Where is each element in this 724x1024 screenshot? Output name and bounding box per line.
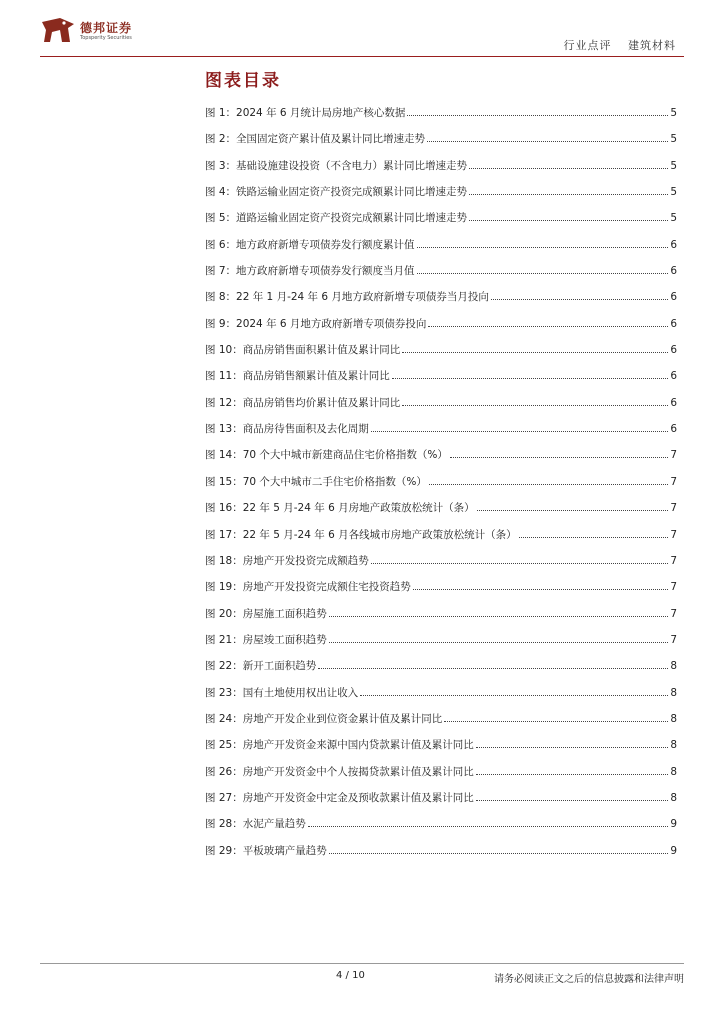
toc-entry[interactable] (205, 263, 677, 289)
toc-entry-label: 图 5：道路运输业固定资产投资完成额累计同比增速走势 (205, 212, 468, 225)
toc-entry[interactable] (205, 737, 677, 763)
toc-entry[interactable] (205, 237, 677, 263)
toc-entry-page: 7 (670, 502, 677, 515)
toc-leader-dots (469, 220, 668, 221)
toc-entry-label: 图 29：平板玻璃产量趋势 (205, 844, 327, 857)
toc-entry-page: 5 (670, 186, 677, 199)
page-number: 4 / 10 (336, 970, 365, 981)
toc-leader-dots (429, 484, 668, 485)
toc-entry[interactable] (205, 790, 677, 816)
toc-leader-dots (476, 774, 669, 775)
toc-entry-page: 6 (670, 265, 677, 278)
toc-entry[interactable] (205, 658, 677, 684)
toc-entry[interactable] (205, 368, 677, 394)
toc-leader-dots (476, 747, 669, 748)
toc-entry[interactable] (205, 289, 677, 315)
toc-leader-dots (392, 378, 669, 379)
toc-entry[interactable] (205, 316, 677, 342)
toc-entry-label: 图 26：房地产开发资金中个人按揭贷款累计值及累计同比 (205, 765, 474, 778)
toc-entry-page: 8 (670, 712, 677, 725)
toc-title: 图表目录 (205, 71, 281, 91)
toc-entry[interactable] (205, 131, 677, 157)
toc-leader-dots (476, 800, 669, 801)
toc-leader-dots (407, 115, 668, 116)
toc-leader-dots (402, 352, 668, 353)
toc-leader-dots (444, 721, 668, 722)
toc-leader-dots (360, 695, 668, 696)
toc-entry[interactable] (205, 606, 677, 632)
toc-entry-page: 5 (670, 133, 677, 146)
toc-entry-page: 6 (670, 291, 677, 304)
toc-leader-dots (371, 431, 669, 432)
toc-entry[interactable] (205, 421, 677, 447)
toc-entry-label: 图 25：房地产开发资金来源中国内贷款累计值及累计同比 (205, 739, 474, 752)
legal-disclaimer: 请务必阅读正文之后的信息披露和法律声明 (494, 974, 684, 985)
header-divider (40, 56, 684, 57)
logo-icon (40, 16, 76, 46)
toc-entry-label: 图 14：70 个大中城市新建商品住宅价格指数（%） (205, 449, 448, 462)
toc-entry-label: 图 8：22 年 1 月-24 年 6 月地方政府新增专项债券当月投向 (205, 291, 489, 304)
toc-entry[interactable] (205, 184, 677, 210)
toc-leader-dots (371, 563, 669, 564)
toc-entry[interactable] (205, 474, 677, 500)
toc-entry[interactable] (205, 816, 677, 842)
table-of-figures (205, 105, 677, 869)
toc-entry[interactable] (205, 553, 677, 579)
toc-leader-dots (491, 299, 668, 300)
toc-entry-page: 6 (670, 317, 677, 330)
toc-entry-page: 8 (670, 739, 677, 752)
toc-entry[interactable] (205, 210, 677, 236)
toc-leader-dots (318, 668, 668, 669)
toc-entry-label: 图 18：房地产开发投资完成额趋势 (205, 554, 369, 567)
toc-entry-label: 图 28：水泥产量趋势 (205, 818, 306, 831)
toc-entry[interactable] (205, 158, 677, 184)
company-logo (40, 16, 132, 46)
toc-entry-page: 9 (670, 844, 677, 857)
toc-entry-page: 7 (670, 528, 677, 541)
toc-entry[interactable] (205, 395, 677, 421)
toc-leader-dots (329, 853, 669, 854)
toc-entry-label: 图 15：70 个大中城市二手住宅价格指数（%） (205, 475, 427, 488)
toc-entry-page: 5 (670, 212, 677, 225)
toc-entry-label: 图 24：房地产开发企业到位资金累计值及累计同比 (205, 712, 443, 725)
toc-entry-page: 5 (670, 159, 677, 172)
page-header (0, 0, 724, 56)
toc-leader-dots (469, 194, 668, 195)
footer-divider (40, 963, 684, 964)
industry-name: 建筑材料 (628, 39, 676, 52)
toc-leader-dots (329, 642, 669, 643)
toc-entry-page: 7 (670, 581, 677, 594)
toc-entry-page: 8 (670, 791, 677, 804)
toc-entry[interactable] (205, 843, 677, 869)
toc-entry-label: 图 19：房地产开发投资完成额住宅投资趋势 (205, 581, 411, 594)
toc-entry[interactable] (205, 342, 677, 368)
toc-entry-page: 5 (670, 107, 677, 119)
toc-entry-label: 图 2：全国固定资产累计值及累计同比增速走势 (205, 133, 426, 146)
toc-entry-page: 7 (670, 449, 677, 462)
toc-entry-label: 图 12：商品房销售均价累计值及累计同比 (205, 396, 401, 409)
toc-entry-page: 8 (670, 765, 677, 778)
toc-entry-label: 图 17：22 年 5 月-24 年 6 月各线城市房地产政策放松统计（条） (205, 528, 517, 541)
toc-entry[interactable] (205, 447, 677, 473)
toc-entry-label: 图 20：房屋施工面积趋势 (205, 607, 327, 620)
toc-entry-page: 8 (670, 686, 677, 699)
toc-entry-label: 图 4：铁路运输业固定资产投资完成额累计同比增速走势 (205, 186, 468, 199)
toc-entry-label: 图 6：地方政府新增专项债券发行额度累计值 (205, 238, 415, 251)
toc-entry-label: 图 3：基础设施建设投资（不含电力）累计同比增速走势 (205, 159, 468, 172)
toc-entry-label: 图 9：2024 年 6 月地方政府新增专项债券投向 (205, 317, 427, 330)
toc-leader-dots (469, 168, 668, 169)
report-category (564, 37, 677, 53)
toc-entry[interactable] (205, 711, 677, 737)
toc-leader-dots (428, 326, 668, 327)
toc-leader-dots (427, 141, 668, 142)
toc-leader-dots (519, 537, 669, 538)
toc-entry[interactable] (205, 764, 677, 790)
toc-leader-dots (308, 826, 669, 827)
toc-entry-page: 6 (670, 238, 677, 251)
toc-entry-label: 图 11：商品房销售额累计值及累计同比 (205, 370, 390, 383)
toc-entry-label: 图 27：房地产开发资金中定金及预收款累计值及累计同比 (205, 791, 474, 804)
toc-entry-label: 图 13：商品房待售面积及去化周期 (205, 423, 369, 436)
toc-entry-page: 7 (670, 554, 677, 567)
toc-entry-page: 6 (670, 423, 677, 436)
toc-entry-page: 8 (670, 660, 677, 673)
toc-entry-page: 6 (670, 396, 677, 409)
logo-name-cn: 德邦证券 (80, 20, 133, 35)
toc-entry-page: 6 (670, 344, 677, 357)
toc-entry-page: 9 (670, 818, 677, 831)
toc-entry[interactable] (205, 579, 677, 605)
toc-entry-label: 图 23：国有土地使用权出让收入 (205, 686, 359, 699)
toc-leader-dots (402, 405, 668, 406)
toc-entry-page: 6 (670, 370, 677, 383)
logo-name-en: Topsperity Securities (80, 34, 132, 41)
toc-entry-label: 图 22：新开工面积趋势 (205, 660, 317, 673)
toc-leader-dots (450, 457, 668, 458)
toc-entry-page: 7 (670, 633, 677, 646)
toc-entry[interactable] (205, 527, 677, 553)
toc-entry[interactable] (205, 632, 677, 658)
toc-entry-label: 图 1：2024 年 6 月统计局房地产核心数据 (205, 107, 406, 119)
toc-leader-dots (329, 616, 669, 617)
toc-entry-label: 图 21：房屋竣工面积趋势 (205, 633, 327, 646)
toc-entry[interactable] (205, 105, 677, 131)
toc-entry[interactable] (205, 685, 677, 711)
toc-leader-dots (477, 510, 669, 511)
toc-entry-label: 图 16：22 年 5 月-24 年 6 月房地产政策放松统计（条） (205, 502, 475, 515)
toc-leader-dots (417, 273, 669, 274)
toc-entry-label: 图 7：地方政府新增专项债券发行额度当月值 (205, 265, 415, 278)
toc-entry[interactable] (205, 500, 677, 526)
toc-entry-page: 7 (670, 607, 677, 620)
report-type: 行业点评 (563, 39, 612, 52)
toc-leader-dots (417, 247, 669, 248)
toc-leader-dots (413, 589, 669, 590)
toc-entry-label: 图 10：商品房销售面积累计值及累计同比 (205, 344, 401, 357)
toc-entry-page: 7 (670, 475, 677, 488)
